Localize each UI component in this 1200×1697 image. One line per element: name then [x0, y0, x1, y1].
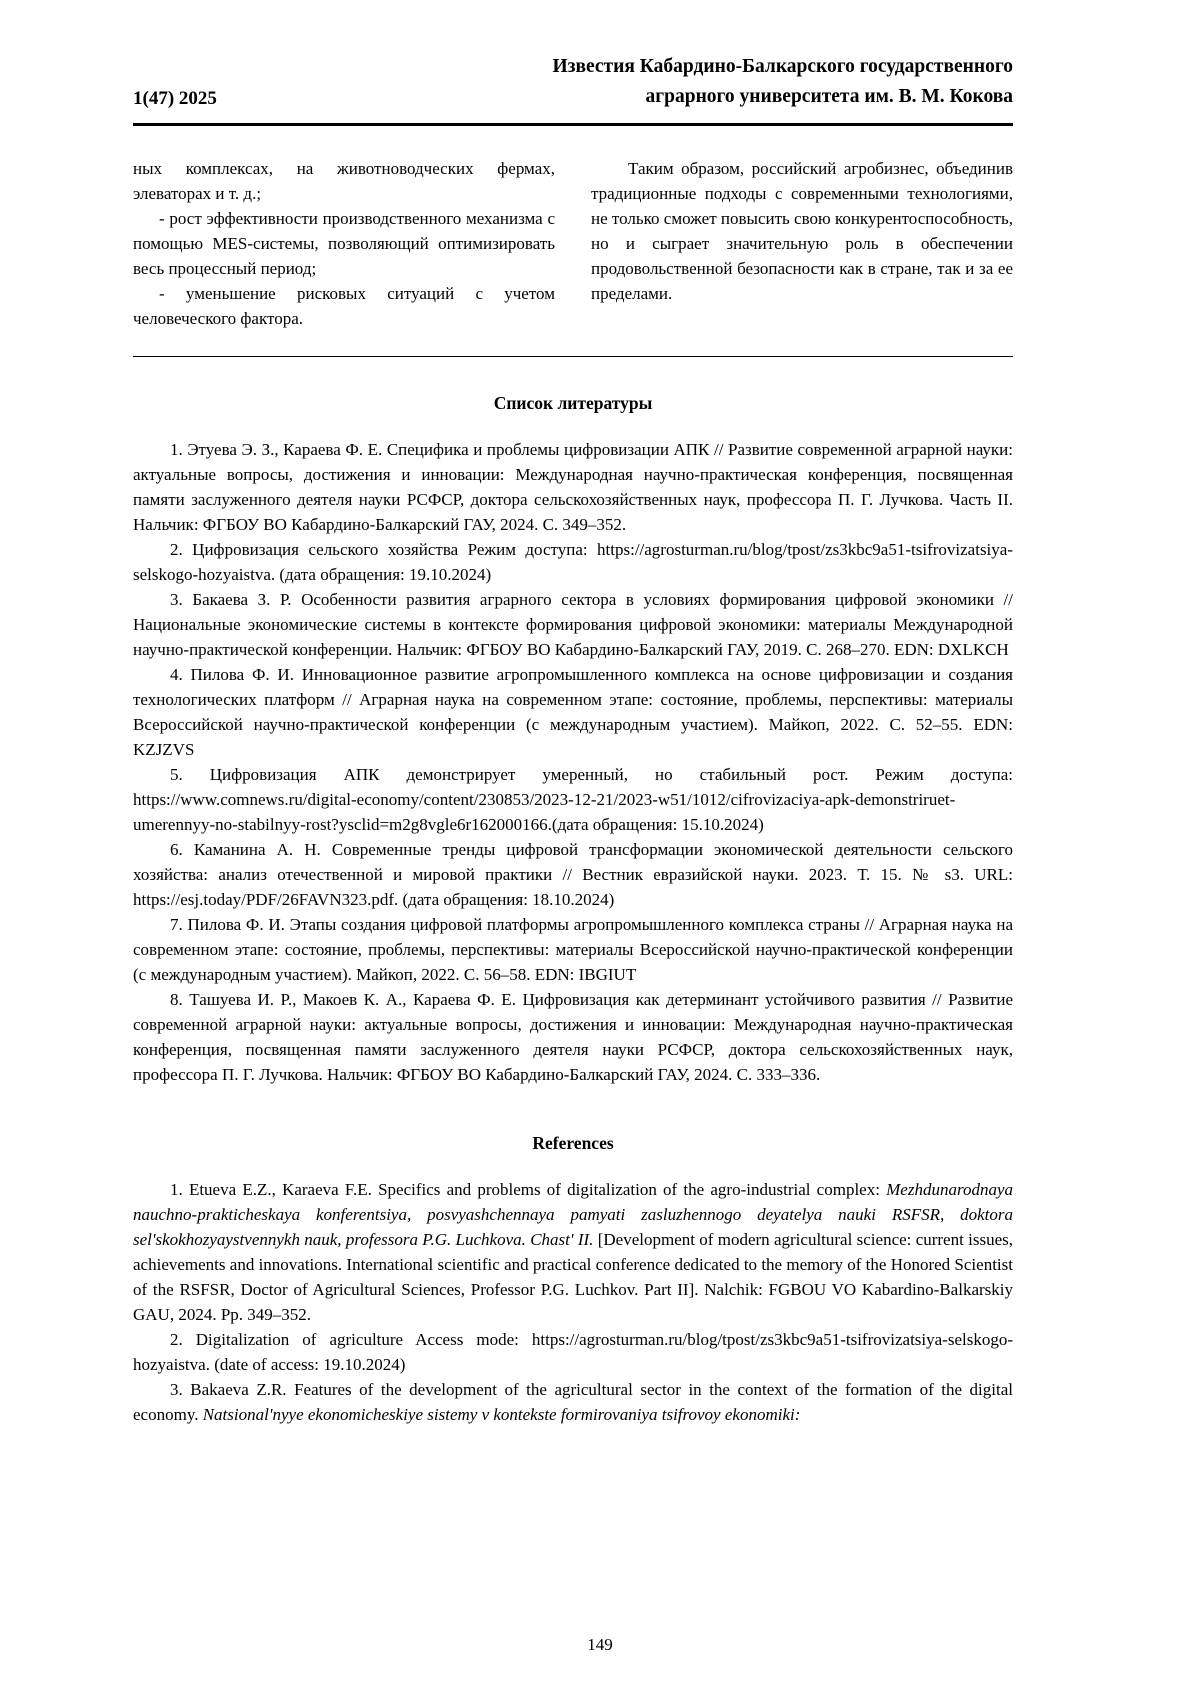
references-ru-heading: Список литературы [493, 393, 653, 414]
header-rule [133, 123, 1013, 126]
paragraph: Таким образом, российский агробизнес, объединив традиционные подходы с современными технологиями, не только сможет повысить свою конкурентоспособность, но и сыграет значительную роль в обеспечении продовольственной безопасности как в стране, так и за ее пределами. [591, 159, 1013, 304]
references-en-heading: References [532, 1133, 614, 1154]
reference-item: 2. Цифровизация сельского хозяйства Режим доступа: https://agrosturman.ru/blog/tpost/zs3kbc9a51-tsifrovizatsiya-selskogo-hozyaistva. (дата обращения: 19.10.2024) [133, 540, 1013, 585]
reference-text: 3. Bakaeva Z.R. Features of the development of the agricultural sector in the context of the formation of the digital economy. [133, 1380, 1013, 1425]
paragraph: - рост эффективности производственного механизма с помощью MES-системы, позволяющий оптимизировать весь процессный период; [133, 209, 555, 279]
section-divider [133, 356, 1013, 357]
journal-title-line1: Известия Кабардино-Балкарского государственного [552, 56, 1013, 77]
references-en-list [133, 1177, 1013, 1427]
reference-item: 7. Пилова Ф. И. Этапы создания цифровой платформы агропромышленного комплекса страны // Аграрная наука на современном этапе: состояние, проблемы, перспективы: материалы Всероссийской научно-практической конференции (с международным участием). Майкоп, 2022. С. 56–58. EDN: IBGIUT [133, 915, 1013, 985]
reference-text-italic: Mezhdunarodnaya nauchno-prakticheskaya konferentsiya, posvyashchennaya pamyati zasluzhennogo deyatelya nauki RSFSR, doktora sel'skokhozyaystvennykh nauk, professora P.G. Luchkova. Chast' II. [133, 1180, 1013, 1250]
paragraph: ных комплексах, на животноводческих фермах, элеваторах и т. д.; [133, 159, 555, 204]
references-ru-list [133, 437, 1013, 1087]
reference-item [133, 1177, 1013, 1327]
page-number: 149 [587, 1635, 613, 1654]
reference-item [133, 1327, 1013, 1377]
left-column [133, 156, 555, 331]
reference-text: 2. Digitalization of agriculture Access mode: https://agrosturman.ru/blog/tpost/zs3kbc9a51-tsifrovizatsiya-selskogo-hozyaistva. (date of access: 19.10.2024) [133, 1330, 1013, 1375]
journal-title-line2: аграрного университета им. В. М. Кокова [645, 86, 1013, 108]
page-header [133, 0, 1013, 112]
reference-text-italic: Natsional'nyye ekonomicheskiye sistemy v kontekste formirovaniya tsifrovoy ekonomiki: [202, 1405, 801, 1425]
reference-item: 4. Пилова Ф. И. Инновационное развитие агропромышленного комплекса на основе цифровизации и создания технологических платформ // Аграрная наука на современном этапе: состояние, проблемы, перспективы: материалы Всероссийской научно-практической конференции (с международным участием). Майкоп, 2022. С. 52–55. EDN: KZJZVS [133, 665, 1013, 760]
reference-item: 6. Каманина А. Н. Современные тренды цифровой трансформации экономической деятельности сельского хозяйства: анализ отечественной и мировой практики // Вестник евразийской науки. 2023. Т. 15. № s3. URL: https://esj.today/PDF/26FAVN323.pdf. (дата обращения: 18.10.2024) [133, 840, 1013, 910]
reference-text: [Development of modern agricultural science: current issues, achievements and innovations. International scientific and practical conference dedicated to the memory of the Honored Scientist of the RSFSR, Doctor of Agricultural Sciences, Professor P.G. Luchkov. Part II]. Nalchik: FGBOU VO Kabardino-Balkarskiy GAU, 2024. Pp. 349–352. [133, 1230, 1013, 1325]
reference-item: 1. Этуева Э. З., Караева Ф. Е. Специфика и проблемы цифровизации АПК // Развитие современной аграрной науки: актуальные вопросы, достижения и инновации: Международная научно-практическая конференция, посвященная памяти заслуженного деятеля науки РСФСР, доктора сельскохозяйственных наук, профессора П. Г. Лучкова. Часть II. Нальчик: ФГБОУ ВО Кабардино-Балкарский ГАУ, 2024. С. 349–352. [133, 440, 1013, 535]
journal-title [552, 52, 1013, 112]
body-columns [133, 156, 1013, 331]
reference-item: 5. Цифровизация АПК демонстрирует умеренный, но стабильный рост. Режим доступа: https://www.comnews.ru/digital-economy/content/230853/2023-12-21/2023-w51/1012/cifrovizaciya-apk-demonstriruet-umerennyy-no-stabilnyy-rost?ysclid=m2g8vgle6r162000166.(дата обращения: 15.10.2024) [133, 765, 1013, 835]
document-page [133, 0, 1013, 1427]
reference-item [133, 1377, 1013, 1427]
reference-item: 3. Бакаева З. Р. Особенности развития аграрного сектора в условиях формирования цифровой экономики // Национальные экономические системы в контексте формирования цифровой экономики: материалы Международной научно-практической конференции. Нальчик: ФГБОУ ВО Кабардино-Балкарский ГАУ, 2019. С. 268–270. EDN: DXLKCH [133, 590, 1013, 660]
reference-item: 8. Ташуева И. Р., Макоев К. А., Караева Ф. Е. Цифровизация как детерминант устойчивого развития // Развитие современной аграрной науки: актуальные вопросы, достижения и инновации: Международная научно-практическая конференция, посвященная памяти заслуженного деятеля науки РСФСР, доктора сельскохозяйственных наук, профессора П. Г. Лучкова. Нальчик: ФГБОУ ВО Кабардино-Балкарский ГАУ, 2024. С. 333–336. [133, 990, 1013, 1085]
issue-number: 1(47) 2025 [133, 88, 217, 110]
right-column [591, 156, 1013, 331]
paragraph: - уменьшение рисковых ситуаций с учетом человеческого фактора. [133, 284, 555, 329]
reference-text: 1. Etueva E.Z., Karaeva F.E. Specifics and problems of digitalization of the agro-industrial complex: [170, 1180, 887, 1200]
